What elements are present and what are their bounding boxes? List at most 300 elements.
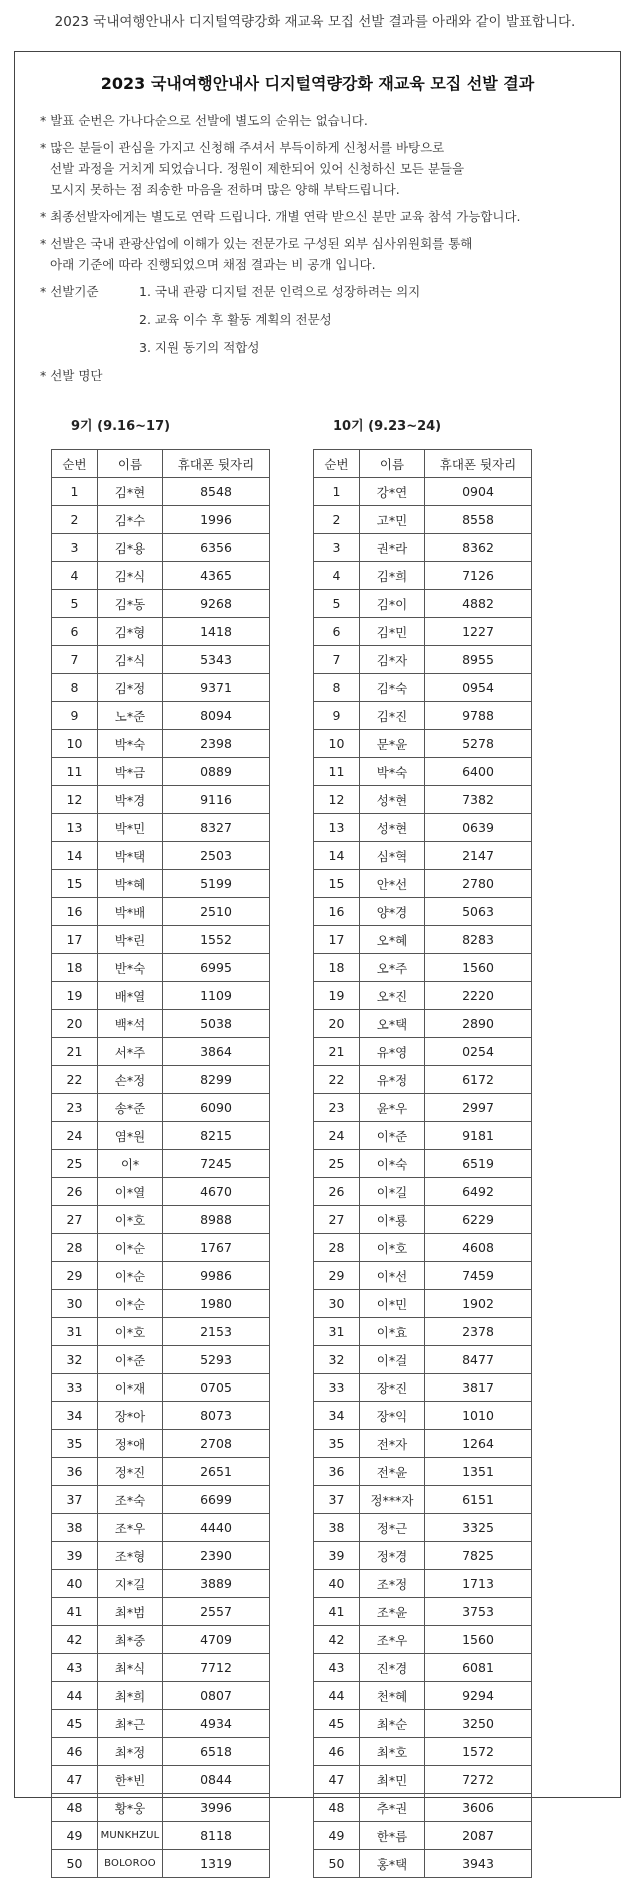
cell-name: 이*열: [98, 1178, 163, 1206]
cell-name: 이*준: [360, 1122, 425, 1150]
cell-phone: 8299: [163, 1066, 270, 1094]
cell-number: 27: [314, 1206, 360, 1234]
cell-number: 18: [52, 954, 98, 982]
cell-number: 12: [52, 786, 98, 814]
cell-phone: 8073: [163, 1402, 270, 1430]
cell-number: 47: [314, 1766, 360, 1794]
table-row: [52, 1598, 270, 1626]
cell-phone: 6518: [163, 1738, 270, 1766]
table-row: [314, 786, 532, 814]
cell-phone: 8215: [163, 1122, 270, 1150]
cell-number: 11: [52, 758, 98, 786]
cell-name: 최*민: [360, 1766, 425, 1794]
cell-number: 45: [314, 1710, 360, 1738]
cell-phone: 2390: [163, 1542, 270, 1570]
cell-phone: 8283: [425, 926, 532, 954]
group-title-9: 9기 (9.16~17): [71, 419, 171, 434]
table-row: [52, 1262, 270, 1290]
cell-phone: 7245: [163, 1150, 270, 1178]
cell-number: 50: [314, 1850, 360, 1878]
table-row: [314, 1850, 532, 1878]
table-row: [314, 842, 532, 870]
cell-number: 38: [314, 1514, 360, 1542]
cell-phone: 1227: [425, 618, 532, 646]
cell-phone: 8327: [163, 814, 270, 842]
criteria-item: 1. 국내 관광 디지털 전문 인력으로 성장하려는 의지: [139, 284, 421, 299]
cell-phone: 1980: [163, 1290, 270, 1318]
cell-name: 염*원: [98, 1122, 163, 1150]
cell-phone: 5293: [163, 1346, 270, 1374]
cell-name: 이*재: [98, 1374, 163, 1402]
table-row: [52, 1178, 270, 1206]
cell-name: 배*열: [98, 982, 163, 1010]
cell-name: 김*용: [98, 534, 163, 562]
cell-name: 김*수: [98, 506, 163, 534]
announcement-box: [14, 51, 621, 1872]
cell-name: 김*식: [98, 646, 163, 674]
cell-number: 37: [52, 1486, 98, 1514]
intro-text: 2023 국내여행안내사 디지털역량강화 재교육 모집 선발 결과를 아래와 같이 발표합니다.: [54, 14, 576, 30]
cell-name: 강*연: [360, 478, 425, 506]
note-committee: [40, 233, 610, 275]
cell-name: 권*라: [360, 534, 425, 562]
cell-number: 46: [52, 1738, 98, 1766]
cell-phone: 1560: [425, 1626, 532, 1654]
cell-number: 17: [52, 926, 98, 954]
cell-number: 15: [52, 870, 98, 898]
cell-number: 49: [52, 1822, 98, 1850]
cell-name: 이*호: [98, 1318, 163, 1346]
table-row: [52, 814, 270, 842]
cell-name: 이*길: [360, 1178, 425, 1206]
table-row: [314, 1178, 532, 1206]
table-row: [52, 618, 270, 646]
table-row: [52, 1122, 270, 1150]
cell-name: 오*진: [360, 982, 425, 1010]
cell-number: 16: [314, 898, 360, 926]
table-row: [314, 1234, 532, 1262]
cell-number: 14: [52, 842, 98, 870]
cell-number: 13: [314, 814, 360, 842]
cell-name: 노*준: [98, 702, 163, 730]
table-row: [314, 1318, 532, 1346]
cell-number: 34: [52, 1402, 98, 1430]
cell-phone: 5278: [425, 730, 532, 758]
note-contact: [40, 206, 610, 227]
table-row: [52, 1710, 270, 1738]
cell-name: 한*빈: [98, 1766, 163, 1794]
cell-phone: 3996: [163, 1794, 270, 1822]
cell-name: 유*정: [360, 1066, 425, 1094]
cell-phone: 1560: [425, 954, 532, 982]
cell-phone: 8094: [163, 702, 270, 730]
cell-number: 9: [52, 702, 98, 730]
cell-name: 성*현: [360, 814, 425, 842]
cell-phone: 9371: [163, 674, 270, 702]
cell-number: 6: [314, 618, 360, 646]
cell-number: 30: [52, 1290, 98, 1318]
cell-phone: 1572: [425, 1738, 532, 1766]
column-header-phone: 휴대폰 뒷자리: [425, 450, 532, 478]
cell-number: 35: [52, 1430, 98, 1458]
column-header-name: 이름: [98, 450, 163, 478]
column-header-number: 순번: [52, 450, 98, 478]
cell-number: 33: [52, 1374, 98, 1402]
cell-number: 26: [314, 1178, 360, 1206]
cell-phone: 8118: [163, 1822, 270, 1850]
table-row: [52, 758, 270, 786]
cell-number: 23: [52, 1094, 98, 1122]
note-order: [40, 110, 610, 131]
cell-phone: 2708: [163, 1430, 270, 1458]
cell-phone: 2398: [163, 730, 270, 758]
cell-phone: 6492: [425, 1178, 532, 1206]
table-row: [314, 926, 532, 954]
criteria-item: 2. 교육 이수 후 활동 계획의 전문성: [139, 312, 332, 327]
roster-label: * 선발 명단: [40, 368, 103, 383]
group-title-10: 10기 (9.23~24): [333, 419, 442, 434]
table-row: [52, 870, 270, 898]
cell-name: 이*: [98, 1150, 163, 1178]
cell-name: 지*길: [98, 1570, 163, 1598]
cell-phone: 6519: [425, 1150, 532, 1178]
table-row: [314, 1206, 532, 1234]
table-row: [314, 1010, 532, 1038]
cell-phone: 8362: [425, 534, 532, 562]
cell-name: 한*름: [360, 1822, 425, 1850]
cell-phone: 4934: [163, 1710, 270, 1738]
cell-number: 44: [314, 1682, 360, 1710]
cell-name: 최*호: [360, 1738, 425, 1766]
table-row: [314, 1458, 532, 1486]
table-row: [314, 1738, 532, 1766]
criteria-row-3: [40, 337, 610, 365]
cell-number: 18: [314, 954, 360, 982]
table-row: [52, 1486, 270, 1514]
cell-name: 반*숙: [98, 954, 163, 982]
cell-phone: 7272: [425, 1766, 532, 1794]
table-row: [52, 1626, 270, 1654]
table-row: [52, 842, 270, 870]
criteria-label: * 선발기준: [40, 284, 99, 299]
cell-phone: 7712: [163, 1654, 270, 1682]
cell-number: 27: [52, 1206, 98, 1234]
table-row: [314, 1262, 532, 1290]
cell-number: 35: [314, 1430, 360, 1458]
cell-phone: 0954: [425, 674, 532, 702]
table-row: [314, 534, 532, 562]
cell-phone: 3817: [425, 1374, 532, 1402]
cell-number: 49: [314, 1822, 360, 1850]
table-row: [52, 1514, 270, 1542]
cell-number: 31: [314, 1318, 360, 1346]
table-row: [52, 534, 270, 562]
table-row: [314, 562, 532, 590]
table-row: [52, 1374, 270, 1402]
cell-name: 박*택: [98, 842, 163, 870]
table-row: [52, 1206, 270, 1234]
cell-number: 41: [314, 1598, 360, 1626]
table-row: [52, 1066, 270, 1094]
note-line: * 발표 순번은 가나다순으로 선발에 별도의 순위는 없습니다.: [40, 113, 368, 128]
cell-name: 윤*우: [360, 1094, 425, 1122]
cell-number: 1: [314, 478, 360, 506]
cell-phone: 4440: [163, 1514, 270, 1542]
cell-name: 김*형: [98, 618, 163, 646]
cell-name: 이*걸: [360, 1346, 425, 1374]
cell-number: 38: [52, 1514, 98, 1542]
cell-name: 전*윤: [360, 1458, 425, 1486]
cell-number: 46: [314, 1738, 360, 1766]
cell-number: 45: [52, 1710, 98, 1738]
cell-name: 조*윤: [360, 1598, 425, 1626]
table-row: [314, 1486, 532, 1514]
cell-number: 2: [314, 506, 360, 534]
cell-number: 36: [52, 1458, 98, 1486]
cell-number: 43: [52, 1654, 98, 1682]
cell-phone: 4365: [163, 562, 270, 590]
cell-phone: 1552: [163, 926, 270, 954]
cell-name: 최*중: [98, 1626, 163, 1654]
table-row: [52, 1234, 270, 1262]
cell-number: 47: [52, 1766, 98, 1794]
cell-name: 오*택: [360, 1010, 425, 1038]
cell-number: 11: [314, 758, 360, 786]
cell-phone: 9181: [425, 1122, 532, 1150]
table-row: [314, 1598, 532, 1626]
cell-name: 장*진: [360, 1374, 425, 1402]
cell-number: 24: [314, 1122, 360, 1150]
table-row: [52, 1010, 270, 1038]
cell-number: 39: [52, 1542, 98, 1570]
cell-phone: 1264: [425, 1430, 532, 1458]
table-row: [314, 1374, 532, 1402]
cell-number: 40: [52, 1570, 98, 1598]
cell-name: 김*자: [360, 646, 425, 674]
cell-name: 안*선: [360, 870, 425, 898]
cell-number: 31: [52, 1318, 98, 1346]
cell-phone: 1351: [425, 1458, 532, 1486]
table-row: [314, 1822, 532, 1850]
cell-phone: 2997: [425, 1094, 532, 1122]
cell-name: 이*순: [98, 1234, 163, 1262]
cell-phone: 0904: [425, 478, 532, 506]
cell-phone: 6995: [163, 954, 270, 982]
cell-number: 28: [314, 1234, 360, 1262]
table-row: [52, 1150, 270, 1178]
cell-phone: 9788: [425, 702, 532, 730]
cell-number: 1: [52, 478, 98, 506]
cell-number: 41: [52, 1598, 98, 1626]
cell-phone: 0639: [425, 814, 532, 842]
cell-phone: 1902: [425, 1290, 532, 1318]
cell-number: 23: [314, 1094, 360, 1122]
cell-phone: 7126: [425, 562, 532, 590]
cell-name: 최*범: [98, 1598, 163, 1626]
cell-number: 39: [314, 1542, 360, 1570]
cell-phone: 0807: [163, 1682, 270, 1710]
cell-name: BOLOROO: [98, 1850, 163, 1878]
table-row: [52, 674, 270, 702]
table-row: [52, 506, 270, 534]
table-row: [314, 1038, 532, 1066]
table-row: [52, 1542, 270, 1570]
table-row: [314, 618, 532, 646]
cell-number: 36: [314, 1458, 360, 1486]
cell-number: 48: [314, 1794, 360, 1822]
table-row: [314, 814, 532, 842]
announcement-title: 2023 국내여행안내사 디지털역량강화 재교육 모집 선발 결과: [100, 74, 535, 93]
cell-phone: 8477: [425, 1346, 532, 1374]
cell-phone: 1319: [163, 1850, 270, 1878]
table-row: [314, 1402, 532, 1430]
cell-phone: 3325: [425, 1514, 532, 1542]
cell-phone: 9294: [425, 1682, 532, 1710]
cell-name: MUNKHZUL: [98, 1822, 163, 1850]
cell-number: 32: [314, 1346, 360, 1374]
cell-number: 21: [314, 1038, 360, 1066]
roster-table-10: [313, 449, 532, 1878]
cell-phone: 0705: [163, 1374, 270, 1402]
table-row: [314, 1682, 532, 1710]
table-row: [52, 1850, 270, 1878]
cell-phone: 6356: [163, 534, 270, 562]
table-row: [314, 870, 532, 898]
table-row: [52, 1682, 270, 1710]
criteria-row-2: [40, 309, 610, 337]
cell-name: 정*진: [98, 1458, 163, 1486]
cell-name: 오*주: [360, 954, 425, 982]
cell-name: 박*민: [98, 814, 163, 842]
cell-name: 김*이: [360, 590, 425, 618]
cell-name: 이*호: [360, 1234, 425, 1262]
cell-number: 22: [52, 1066, 98, 1094]
cell-name: 서*주: [98, 1038, 163, 1066]
cell-number: 37: [314, 1486, 360, 1514]
table-row: [314, 1626, 532, 1654]
cell-phone: 0844: [163, 1766, 270, 1794]
column-header-phone: 휴대폰 뒷자리: [163, 450, 270, 478]
cell-phone: 3250: [425, 1710, 532, 1738]
cell-phone: 8955: [425, 646, 532, 674]
table-row: [52, 478, 270, 506]
table-row: [52, 1346, 270, 1374]
cell-name: 김*동: [98, 590, 163, 618]
cell-number: 22: [314, 1066, 360, 1094]
cell-name: 김*희: [360, 562, 425, 590]
cell-phone: 6151: [425, 1486, 532, 1514]
cell-phone: 0254: [425, 1038, 532, 1066]
cell-number: 30: [314, 1290, 360, 1318]
cell-name: 이*숙: [360, 1150, 425, 1178]
table-row: [52, 1738, 270, 1766]
cell-phone: 2890: [425, 1010, 532, 1038]
cell-number: 3: [52, 534, 98, 562]
cell-number: 13: [52, 814, 98, 842]
cell-number: 33: [314, 1374, 360, 1402]
table-row: [52, 1458, 270, 1486]
table-row: [52, 702, 270, 730]
cell-name: 정***자: [360, 1486, 425, 1514]
table-row: [52, 926, 270, 954]
table-row: [52, 898, 270, 926]
cell-phone: 4670: [163, 1178, 270, 1206]
note-line: * 최종선발자에게는 별도로 연락 드립니다. 개별 연락 받으신 분만 교육 참석 가능합니다.: [40, 209, 521, 224]
column-header-name: 이름: [360, 450, 425, 478]
table-row: [52, 562, 270, 590]
cell-number: 43: [314, 1654, 360, 1682]
cell-number: 7: [314, 646, 360, 674]
table-row: [52, 1402, 270, 1430]
cell-name: 성*현: [360, 786, 425, 814]
cell-name: 김*현: [98, 478, 163, 506]
cell-name: 이*준: [98, 1346, 163, 1374]
cell-phone: 8988: [163, 1206, 270, 1234]
cell-phone: 7459: [425, 1262, 532, 1290]
cell-phone: 8558: [425, 506, 532, 534]
table-row: [314, 954, 532, 982]
table-row: [52, 646, 270, 674]
table-row: [52, 786, 270, 814]
cell-name: 정*애: [98, 1430, 163, 1458]
table-row: [52, 590, 270, 618]
cell-name: 전*자: [360, 1430, 425, 1458]
cell-phone: 2147: [425, 842, 532, 870]
cell-number: 16: [52, 898, 98, 926]
cell-name: 박*숙: [360, 758, 425, 786]
cell-number: 34: [314, 1402, 360, 1430]
cell-name: 박*경: [98, 786, 163, 814]
cell-name: 오*혜: [360, 926, 425, 954]
cell-name: 김*정: [98, 674, 163, 702]
cell-number: 5: [314, 590, 360, 618]
table-row: [314, 1094, 532, 1122]
cell-phone: 6229: [425, 1206, 532, 1234]
table-row: [314, 1290, 532, 1318]
table-row: [314, 1570, 532, 1598]
cell-phone: 5343: [163, 646, 270, 674]
cell-phone: 9268: [163, 590, 270, 618]
table-row: [314, 1066, 532, 1094]
cell-name: 고*민: [360, 506, 425, 534]
cell-number: 10: [314, 730, 360, 758]
notes-section: [40, 110, 610, 393]
cell-number: 9: [314, 702, 360, 730]
cell-name: 정*경: [360, 1542, 425, 1570]
table-row: [314, 1794, 532, 1822]
cell-phone: 1996: [163, 506, 270, 534]
cell-name: 김*진: [360, 702, 425, 730]
cell-number: 25: [52, 1150, 98, 1178]
note-line: 모시지 못하는 점 죄송한 마음을 전하며 많은 양해 부탁드립니다.: [50, 182, 400, 197]
note-line: * 선발은 국내 관광산업에 이해가 있는 전문가로 구성된 외부 심사위원회를 통해: [40, 236, 473, 251]
cell-phone: 2510: [163, 898, 270, 926]
cell-name: 정*근: [360, 1514, 425, 1542]
table-row: [52, 1094, 270, 1122]
cell-number: 26: [52, 1178, 98, 1206]
cell-name: 최*순: [360, 1710, 425, 1738]
cell-number: 10: [52, 730, 98, 758]
cell-phone: 3606: [425, 1794, 532, 1822]
table-row: [52, 1290, 270, 1318]
cell-phone: 2503: [163, 842, 270, 870]
roster-table-9: [51, 449, 270, 1878]
note-line: * 많은 분들이 관심을 가지고 신청해 주셔서 부득이하게 신청서를 바탕으로: [40, 140, 445, 155]
cell-name: 조*숙: [98, 1486, 163, 1514]
cell-number: 40: [314, 1570, 360, 1598]
cell-name: 이*효: [360, 1318, 425, 1346]
cell-phone: 3753: [425, 1598, 532, 1626]
